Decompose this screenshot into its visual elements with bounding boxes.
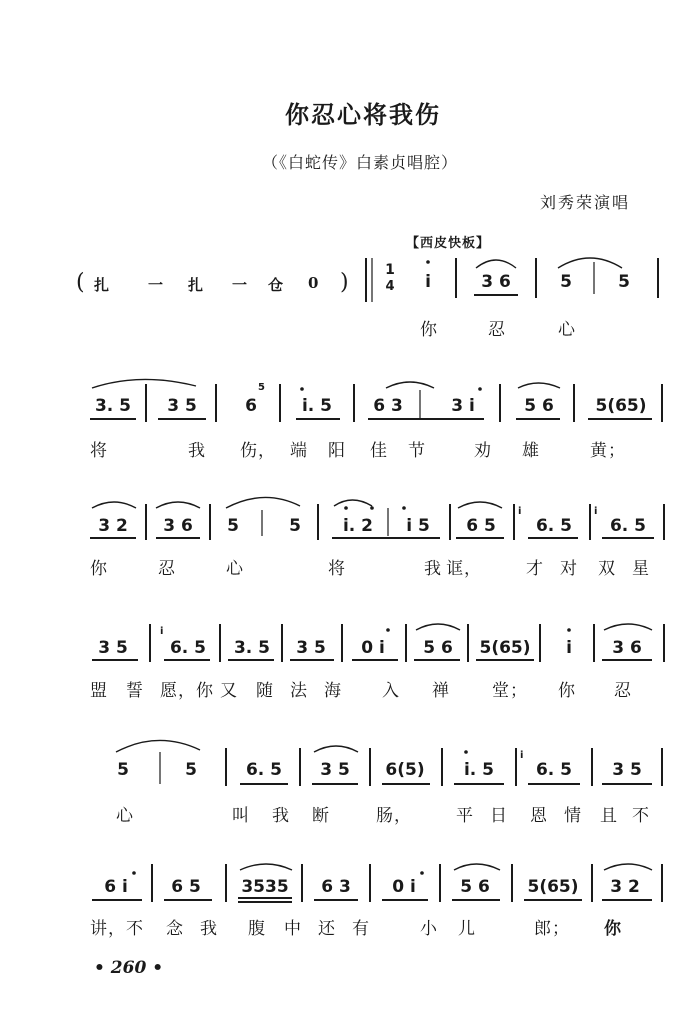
- lyric: 你: [90, 559, 108, 579]
- lyric: 伤，: [240, 441, 276, 461]
- lyric: 日: [490, 806, 508, 826]
- lyric: 对: [560, 559, 578, 579]
- lyric: 你: [558, 681, 576, 701]
- time-signature-top: 1: [385, 262, 395, 278]
- lyric: 心: [116, 806, 134, 826]
- grace-note: i: [594, 506, 598, 517]
- measure-notes: i. 5: [301, 396, 333, 416]
- lyric: 劝: [474, 441, 492, 461]
- lyric: 你: [420, 320, 438, 340]
- lyric: 随: [256, 681, 274, 701]
- intro-open-paren: (: [76, 270, 85, 295]
- measure-notes: 6(5): [385, 760, 425, 780]
- measure-notes: i: [425, 272, 431, 292]
- lyric: 你: [604, 919, 622, 939]
- lyric: 才: [526, 559, 544, 579]
- lyric: 我: [424, 559, 442, 579]
- octave-dot: [386, 628, 390, 632]
- lyric: 且: [600, 806, 618, 826]
- measure-notes: i: [566, 638, 572, 658]
- lyric: 恩: [530, 806, 548, 826]
- octave-dot: [420, 871, 424, 875]
- octave-dot: [370, 506, 374, 510]
- lyric: 不: [632, 806, 650, 826]
- measure-notes: 5: [560, 272, 572, 292]
- lyric: 儿: [458, 919, 476, 939]
- lyric: 法: [290, 681, 308, 701]
- intro-close-paren: ): [340, 270, 349, 295]
- measure-notes: 5: [289, 516, 301, 536]
- slur: [454, 864, 500, 870]
- measure-notes: 6 3: [321, 877, 351, 897]
- slur: [518, 383, 560, 388]
- measure-notes: 5: [185, 760, 197, 780]
- measure-notes: 3 6: [163, 516, 193, 536]
- grace-note: i: [518, 506, 522, 517]
- lyric: 誓: [126, 681, 144, 701]
- lyric: 讲，不: [90, 919, 144, 939]
- lyric: 节: [408, 441, 426, 461]
- measure-notes: 3 5: [167, 396, 197, 416]
- page-number: • 260 •: [94, 958, 164, 978]
- measure-notes: 3535: [241, 877, 289, 897]
- measure-notes: 3 5: [612, 760, 642, 780]
- measure-notes: 0 i: [361, 638, 385, 658]
- measure-notes: i. 5: [463, 760, 495, 780]
- lyric: 我: [188, 441, 206, 461]
- lyric: 叫: [232, 806, 250, 826]
- lyric: 佳: [370, 441, 388, 461]
- slur: [314, 746, 358, 752]
- measure-notes: 6. 5: [535, 760, 573, 780]
- slur: [92, 379, 196, 388]
- slur: [458, 502, 502, 508]
- octave-dot: [464, 750, 468, 754]
- lyric: 我: [272, 806, 290, 826]
- lyric: 端: [290, 441, 308, 461]
- lyric: 禅: [432, 681, 450, 701]
- lyric: 黄；: [590, 441, 626, 461]
- measure-notes: 6. 5: [609, 516, 647, 536]
- lyric: 星: [632, 559, 650, 579]
- measure-notes: 6 5: [466, 516, 496, 536]
- lyric: 我: [200, 919, 218, 939]
- slur: [116, 740, 200, 752]
- measure-notes: 5(65): [479, 638, 531, 658]
- slur: [92, 502, 136, 508]
- grace-note: i: [160, 626, 164, 637]
- lyric: 腹: [248, 919, 266, 939]
- lyric: 诓，: [446, 559, 482, 579]
- lyric: 将: [90, 441, 108, 461]
- lyric: 忍: [158, 559, 176, 579]
- measure-notes: 5 6: [460, 877, 490, 897]
- measure-notes: 3. 5: [94, 396, 132, 416]
- slur: [558, 258, 622, 268]
- measure-notes: 5(65): [527, 877, 579, 897]
- lyric: 双: [598, 559, 616, 579]
- octave-dot: [344, 506, 348, 510]
- measure-notes: 6 i: [104, 877, 128, 897]
- lyric: 中: [284, 919, 302, 939]
- measure-notes: 3 5: [98, 638, 128, 658]
- lyric: 雄: [522, 441, 540, 461]
- lyric: 断: [312, 806, 330, 826]
- lyric: 入: [382, 681, 400, 701]
- performer-credit: 刘秀荣演唱: [540, 193, 631, 212]
- slur: [416, 624, 460, 630]
- intro-syllable: 一: [148, 276, 164, 294]
- lyric: 念: [166, 919, 184, 939]
- slur: [226, 497, 300, 508]
- measure-notes: i. 2: [342, 516, 374, 536]
- lyric: 心: [558, 320, 576, 340]
- measure-notes: 5: [618, 272, 630, 292]
- measure-notes: 5: [117, 760, 129, 780]
- time-signature-bottom: 4: [385, 279, 395, 294]
- slur: [604, 864, 652, 870]
- lyric: 小: [420, 919, 438, 939]
- measure-notes: 3 i: [451, 396, 475, 416]
- lyric: 郎；: [534, 919, 570, 939]
- measure-notes: 3 2: [98, 516, 128, 536]
- measure-notes: 3 6: [612, 638, 642, 658]
- slur: [240, 864, 292, 870]
- intro-syllable: 一: [232, 276, 248, 294]
- lyric: 还: [318, 919, 336, 939]
- slur: [156, 502, 200, 508]
- lyric: 盟: [90, 681, 108, 701]
- intro-syllable: 0: [308, 274, 319, 292]
- octave-dot: [300, 387, 304, 391]
- grace-note: 5: [258, 382, 265, 393]
- measure-notes: 3 5: [296, 638, 326, 658]
- lyric: 阳: [328, 441, 346, 461]
- slur: [334, 500, 372, 506]
- song-subtitle: （《白蛇传》白素贞唱腔）: [262, 153, 459, 172]
- measure-notes: 5: [227, 516, 239, 536]
- measure-notes: 6. 5: [535, 516, 573, 536]
- slur: [604, 624, 652, 630]
- intro-syllable: 扎: [94, 276, 110, 294]
- tempo-marking: 【西皮快板】: [406, 236, 491, 251]
- measure-notes: 6. 5: [169, 638, 207, 658]
- measure-notes: 6: [245, 396, 257, 416]
- measure-notes: 3 5: [320, 760, 350, 780]
- lyric: 有: [352, 919, 370, 939]
- octave-dot: [478, 387, 482, 391]
- measure-notes: 3 6: [481, 272, 511, 292]
- measure-notes: 6 5: [171, 877, 201, 897]
- grace-note: i: [520, 750, 524, 761]
- octave-dot: [132, 871, 136, 875]
- measure-notes: 5 6: [423, 638, 453, 658]
- measure-notes: 6. 5: [245, 760, 283, 780]
- measure-notes: 3 2: [610, 877, 640, 897]
- measure-notes: 6 3: [373, 396, 403, 416]
- lyric: 又: [220, 681, 238, 701]
- slur: [476, 260, 516, 268]
- lyric: 愿，你: [160, 681, 214, 701]
- measure-notes: 5 6: [524, 396, 554, 416]
- octave-dot: [426, 260, 430, 264]
- measure-notes: i 5: [406, 516, 430, 536]
- octave-dot: [402, 506, 406, 510]
- measure-notes: 0 i: [392, 877, 416, 897]
- octave-dot: [567, 628, 571, 632]
- lyric: 海: [324, 681, 342, 701]
- lyric: 平: [456, 806, 474, 826]
- lyric: 将: [328, 559, 346, 579]
- lyric: 堂；: [492, 681, 528, 701]
- intro-syllable: 扎: [188, 276, 204, 294]
- lyric: 情: [564, 806, 582, 826]
- lyric: 心: [226, 559, 244, 579]
- lyric: 肠，: [376, 806, 412, 826]
- measure-notes: 5(65): [595, 396, 647, 416]
- lyric: 忍: [614, 681, 632, 701]
- lyric: 忍: [488, 320, 506, 340]
- song-title: 你忍心将我伤: [285, 101, 441, 129]
- intro-syllable: 仓: [268, 276, 284, 294]
- slur: [386, 382, 434, 388]
- measure-notes: 3. 5: [233, 638, 271, 658]
